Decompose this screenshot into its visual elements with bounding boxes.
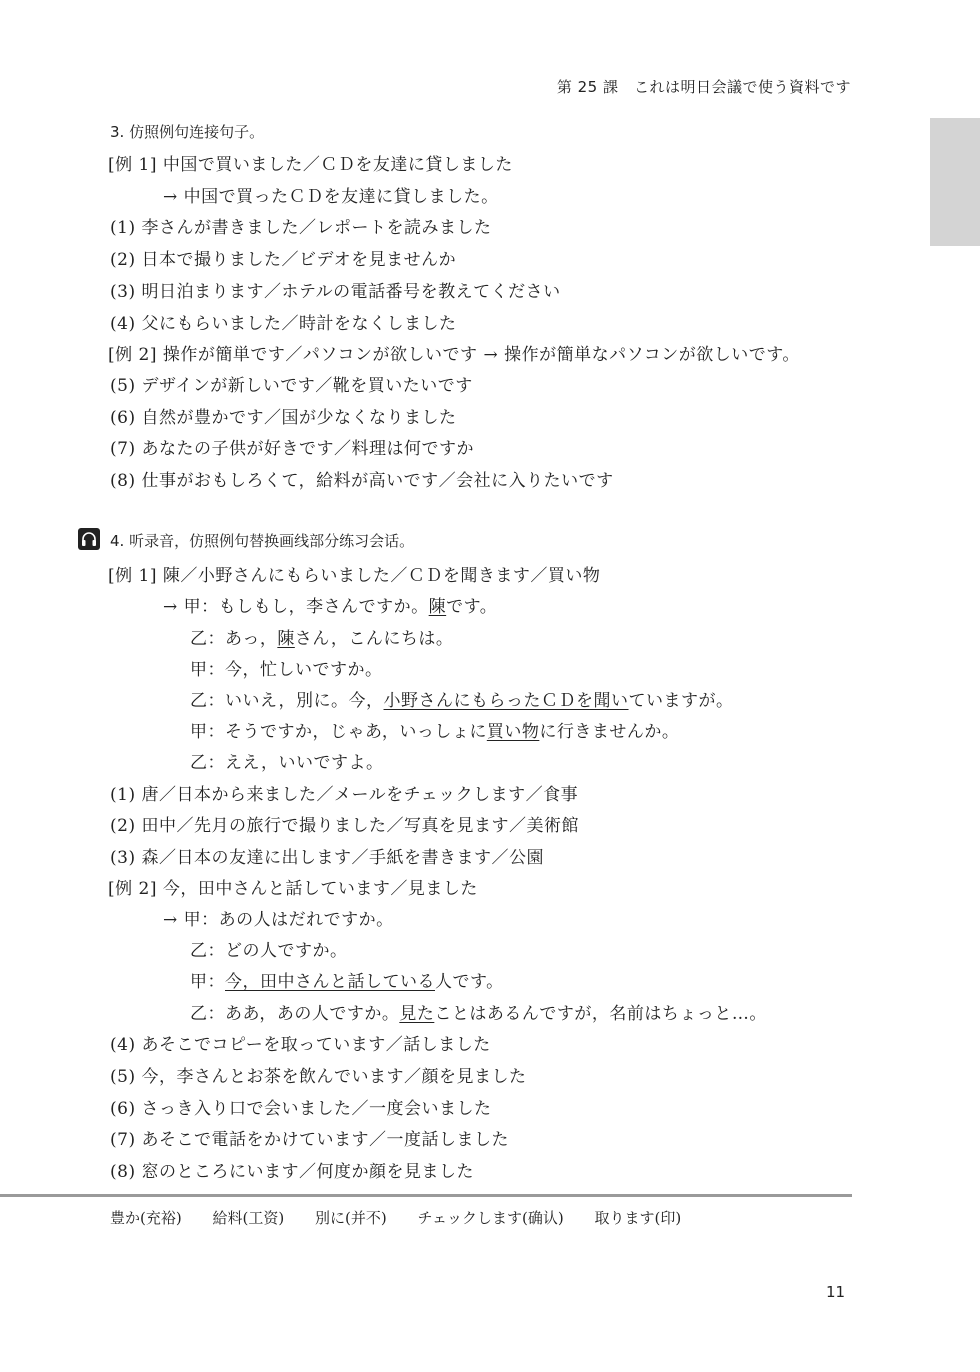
example-1-answer: → 中国で買ったＣＤを友達に貸しました。 (163, 187, 499, 207)
dialog-line: → 甲：もしもし，李さんですか。陳です。 (163, 597, 498, 617)
dialog-line: 甲：今，忙しいですか。 (190, 660, 383, 680)
exercise-item: (5) 今，李さんとお茶を飲んでいます／顔を見ました (110, 1067, 527, 1087)
footer-divider (0, 1194, 852, 1197)
section-3-title: 3. 仿照例句连接句子。 (110, 123, 265, 141)
vocab-item: 取ります(印) (594, 1209, 682, 1227)
vocab-item: 別に(并不) (315, 1209, 387, 1227)
exercise-item: (8) 仕事がおもしろくて，給料が高いです／会社に入りたいです (110, 471, 614, 491)
exercise-item: (6) 自然が豊かです／国が少なくなりました (110, 408, 457, 428)
exercise-item: (2) 日本で撮りました／ビデオを見ませんか (110, 250, 457, 270)
example-1: [例 1] 中国で買いました／ＣＤを友達に貸しました (108, 155, 513, 175)
example-1: [例 1] 陳／小野さんにもらいました／ＣＤを聞きます／買い物 (108, 566, 601, 586)
dialog-line: 乙：ああ，あの人ですか。見たことはあるんですが，名前はちょっと…。 (190, 1004, 767, 1024)
exercise-item: (7) あそこで電話をかけています／一度話しました (110, 1130, 509, 1150)
chapter-tab (930, 118, 980, 246)
headphones-icon[interactable] (78, 528, 100, 550)
vocab-item: 豊か(充裕) (110, 1209, 182, 1227)
dialog-line: 乙：あっ，陳さん，こんにちは。 (190, 629, 454, 649)
vocabulary-list (110, 1207, 707, 1228)
page-header: 第 25 課 これは明日会議で使う資料です (556, 78, 851, 96)
exercise-item: (2) 田中／先月の旅行で撮りました／写真を見ます／美術館 (110, 816, 579, 836)
exercise-item: (3) 森／日本の友達に出します／手紙を書きます／公園 (110, 848, 544, 868)
dialog-line: 甲：今，田中さんと話している人です。 (190, 972, 504, 992)
dialog-line: 甲：そうですか，じゃあ，いっしょに買い物に行きませんか。 (190, 722, 680, 742)
exercise-item: (1) 李さんが書きました／レポートを読みました (110, 218, 492, 238)
exercise-item: (3) 明日泊まります／ホテルの電話番号を教えてください (110, 282, 561, 302)
dialog-line: 乙：いいえ，別に。今，小野さんにもらったＣＤを聞いていますが。 (190, 691, 734, 711)
example-2: [例 2] 今，田中さんと話しています／見ました (108, 879, 478, 899)
section-4-title: 4. 听录音，仿照例句替换画线部分练习会话。 (110, 532, 415, 550)
exercise-item: (4) あそこでコピーを取っています／話しました (110, 1035, 491, 1055)
example-2: [例 2] 操作が簡単です／パソコンが欲しいです → 操作が簡単なパソコンが欲しいです。 (108, 345, 800, 365)
exercise-item: (7) あなたの子供が好きです／料理は何ですか (110, 439, 474, 459)
vocab-item: 給料(工资) (212, 1209, 285, 1227)
exercise-item: (6) さっき入り口で会いました／一度会いました (110, 1099, 492, 1119)
exercise-item: (8) 窓のところにいます／何度か顔を見ました (110, 1162, 474, 1182)
exercise-item: (1) 唐／日本から来ました／メールをチェックします／食事 (110, 785, 579, 805)
exercise-item: (4) 父にもらいました／時計をなくしました (110, 314, 457, 334)
dialog-line: 乙：ええ，いいですよ。 (190, 753, 384, 773)
exercise-item: (5) デザインが新しいです／靴を買いたいです (110, 376, 473, 396)
vocab-item: チェックします(确认) (417, 1209, 564, 1227)
dialog-line: → 甲：あの人はだれですか。 (163, 910, 394, 930)
dialog-line: 乙：どの人ですか。 (190, 941, 348, 961)
page-number: 11 (826, 1283, 846, 1301)
